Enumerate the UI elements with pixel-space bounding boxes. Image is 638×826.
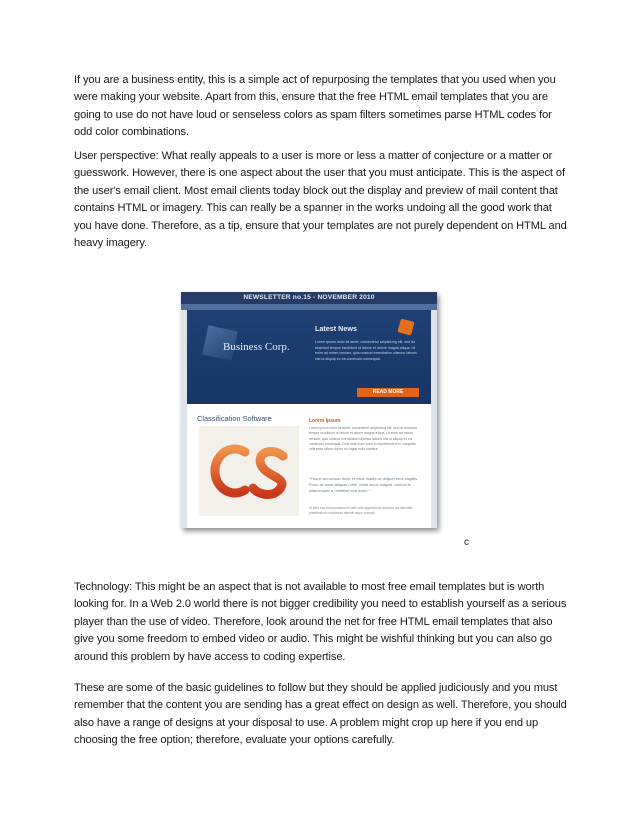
newsletter-banner: NEWSLETTER no.15 - NOVEMBER 2010 bbox=[181, 292, 437, 304]
paragraph-business-entity: If you are a business entity, this is a simple act of repurposing the templates that you used when you were making your website. Apart from this, ensure that the free HTML email templates that you are going to use do not have loud or senseless colors as spam filters sometimes parse HTML codes for odd color combinations. bbox=[74, 74, 556, 139]
paragraph-technology: Technology: This might be an aspect that is not available to most free email templates but is worth looking for. In a Web 2.0 world there is not bigger credibility you need to establish yourself as a serious player than the use of video. Therefore, look around the net for free HTML email templates that also give you some freedom to embed video or audio. This might be wishful thinking but you can also go around this problem by have access to coding expertise. bbox=[74, 581, 567, 663]
newsletter-quote: "Fusce accumsan dolor et risus mattis ac aliquet eros sagittis. Proin sit amet aliquam velit. Nulla lacus magna, viverra at ullamcorper a, eleifend sed enim." bbox=[309, 476, 419, 493]
newsletter-body bbox=[187, 404, 431, 528]
read-more-button: READ MORE bbox=[357, 388, 419, 397]
newsletter-brand: Business Corp. bbox=[223, 341, 290, 353]
lorem-title: Lorem Ipsum bbox=[309, 418, 341, 424]
side-mark: c bbox=[464, 537, 469, 548]
newsletter-header bbox=[187, 310, 431, 404]
newsletter-image bbox=[181, 292, 437, 528]
newsletter-footer-text: At vero eos et accusamus et iusto odio dignissimos ducimus qui blanditiis praesentium voluptatum deleniti atque corrupti. bbox=[309, 506, 413, 515]
latest-news-title: Latest News bbox=[315, 324, 357, 333]
lorem-text: Lorem ipsum dolor sit amet, consectetur adipisicing elit, sed do eiusmod tempor incididunt ut labore et dolore magna aliqua. Ut enim ad minim veniam, quis nostrud exercitation ullamco laboris nisi ut aliquip ex ea commodo consequat. Duis aute irure dolor in reprehenderit in voluptate velit esse cillum dolore eu fugiat nulla pariatur. bbox=[309, 426, 418, 452]
latest-news-text: Lorem ipsum dolor sit amet, consectetur adipisicing elit, sed do eiusmod tempor incididunt ut labore et dolore magna aliqua. Ut enim ad minim veniam, quis nostrud exercitation ullamco laboris nisi ut aliquip ex ea commodo consequat. bbox=[315, 340, 417, 361]
orange-cube-icon bbox=[397, 318, 414, 335]
classification-title: Classification Software bbox=[197, 414, 272, 423]
paragraph-user-perspective: User perspective: What really appeals to a user is more or less a matter of conjecture or a matter or guesswork. However, there is one aspect about the user that you must anticipate. This is the aspect of the user's email client. Most email clients today block out the display and preview of mail content that contains HTML or imagery. This can really be a spanner in the works undoing all the good work that you have done. Therefore, as a tip, ensure that your templates are not purely dependent on HTML and heavy imagery. bbox=[74, 150, 567, 250]
paragraph-guidelines: These are some of the basic guidelines to follow but they should be applied judiciously and you must remember that the content you are sending has a great effect on design as well. Therefore, you should also have a range of designs at your disposal to use. A problem might crop up here if you end up choosing the free option; therefore, evaluate your options carefully. bbox=[74, 682, 567, 747]
cs-logo-icon bbox=[199, 426, 299, 516]
